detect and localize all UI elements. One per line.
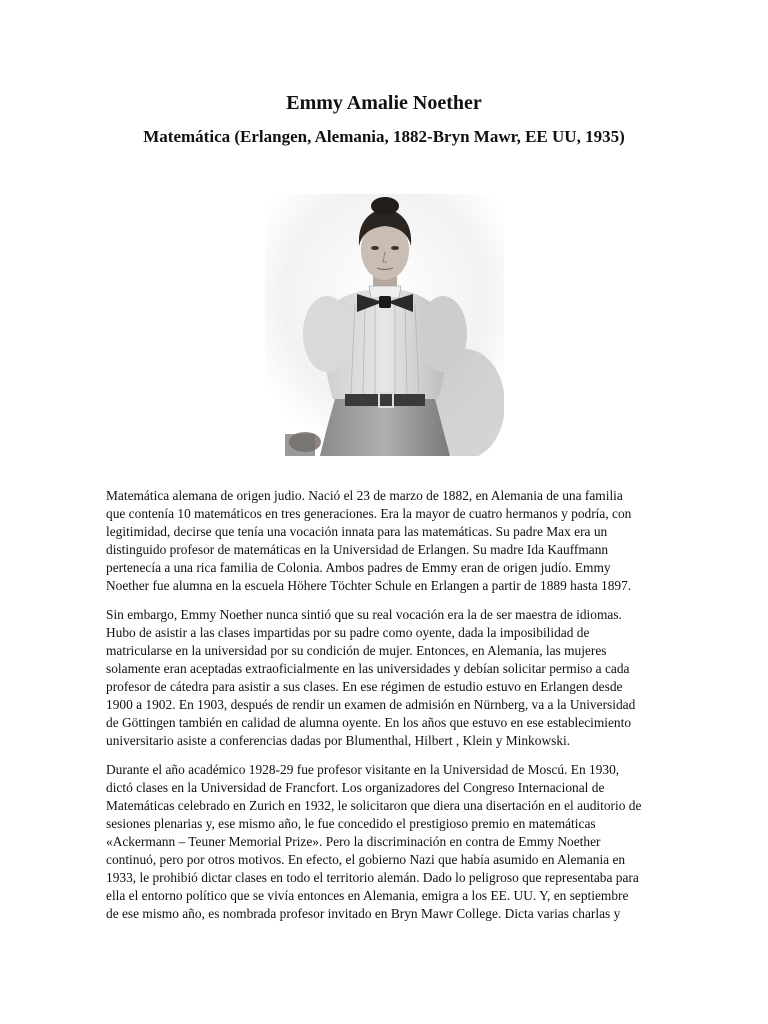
- text-line: que contenía 10 matemáticos en tres generaciones. Era la mayor de cuatro hermanos y podría, con: [106, 506, 632, 521]
- text-line: 1933, le prohibió dictar clases en todo el territorio alemán. Dado lo peligroso que representaba para: [106, 870, 639, 885]
- body-text: [106, 487, 676, 934]
- text-line: ella el entorno político que se vivía entonces en Alemania, emigra a los EE. UU. Y, en septiembre: [106, 888, 629, 903]
- text-line: 1900 a 1902. En 1903, después de rendir un examen de admisión en Nürnberg, va a la Universidad: [106, 697, 636, 712]
- text-line: universitario asiste a conferencias dadas por Blumenthal, Hilbert , Klein y Minkowski.: [106, 733, 571, 748]
- text-line: de Göttingen también en calidad de alumna oyente. En los años que estuvo en ese establecimiento: [106, 715, 632, 730]
- text-line: dictó clases en la Universidad de Francfort. Los organizadores del Congreso Internacional de: [106, 780, 605, 795]
- text-line: distinguido profesor de matemáticas en la Universidad de Erlangen. Su madre Ida Kauffmann: [106, 542, 609, 557]
- text-line: Matemáticas celebrado en Zurich en 1932, le solicitaron que diera una disertación en el auditorio de: [106, 798, 642, 813]
- text-line: pertenecía a una rica familia de Colonia. Ambos padres de Emmy eran de origen judío. Emmy: [106, 560, 611, 575]
- text-line: Hubo de asistir a las clases impartidas por su padre como oyente, dada la imposibilidad de: [106, 625, 590, 640]
- paragraph-3: [106, 761, 676, 923]
- text-line: Matemática alemana de origen judio. Nació el 23 de marzo de 1882, en Alemania de una familia: [106, 488, 623, 503]
- text-line: Sin embargo, Emmy Noether nunca sintió que su real vocación era la de ser maestra de idiomas.: [106, 607, 622, 622]
- page-subtitle: Matemática (Erlangen, Alemania, 1882-Bryn Mawr, EE UU, 1935): [143, 127, 625, 146]
- text-line: de ese mismo año, es nombrada profesor invitado en Bryn Mawr College. Dicta varias charlas y: [106, 906, 621, 921]
- text-line: Noether fue alumna en la escuela Höhere Töchter Schule en Erlangen a partir de 1889 hasta 1897.: [106, 578, 632, 593]
- text-line: Durante el año académico 1928-29 fue profesor visitante en la Universidad de Moscú. En 1930,: [106, 762, 620, 777]
- portrait-photo-icon: [265, 194, 504, 456]
- text-line: solamente eran aceptadas extraoficialmente en las universidades y debían solicitar permiso a cada: [106, 661, 630, 676]
- text-line: «Ackermann – Teuner Memorial Prize». Pero la discriminación en contra de Emmy Noether: [106, 834, 601, 849]
- text-line: matricularse en la universidad por su condición de mujer. Entonces, en Alemania, las mujeres: [106, 643, 607, 658]
- paragraph-1: [106, 487, 676, 595]
- text-line: profesor de cátedra para asistir a sus clases. En ese régimen de estudio estuvo en Erlangen desde: [106, 679, 623, 694]
- page-title: Emmy Amalie Noether: [286, 92, 482, 114]
- text-line: continuó, pero por otros motivos. En efecto, el gobierno Nazi que había asumido en Alemania en: [106, 852, 626, 867]
- paragraph-2: [106, 606, 676, 750]
- text-line: legitimidad, decirse que tenía una vocación innata para las matemáticas. Su padre Max era un: [106, 524, 608, 539]
- portrait-photo: [265, 194, 504, 456]
- text-line: sesiones plenarias y, ese mismo año, le fue concedido el prestigioso premio en matemáticas: [106, 816, 596, 831]
